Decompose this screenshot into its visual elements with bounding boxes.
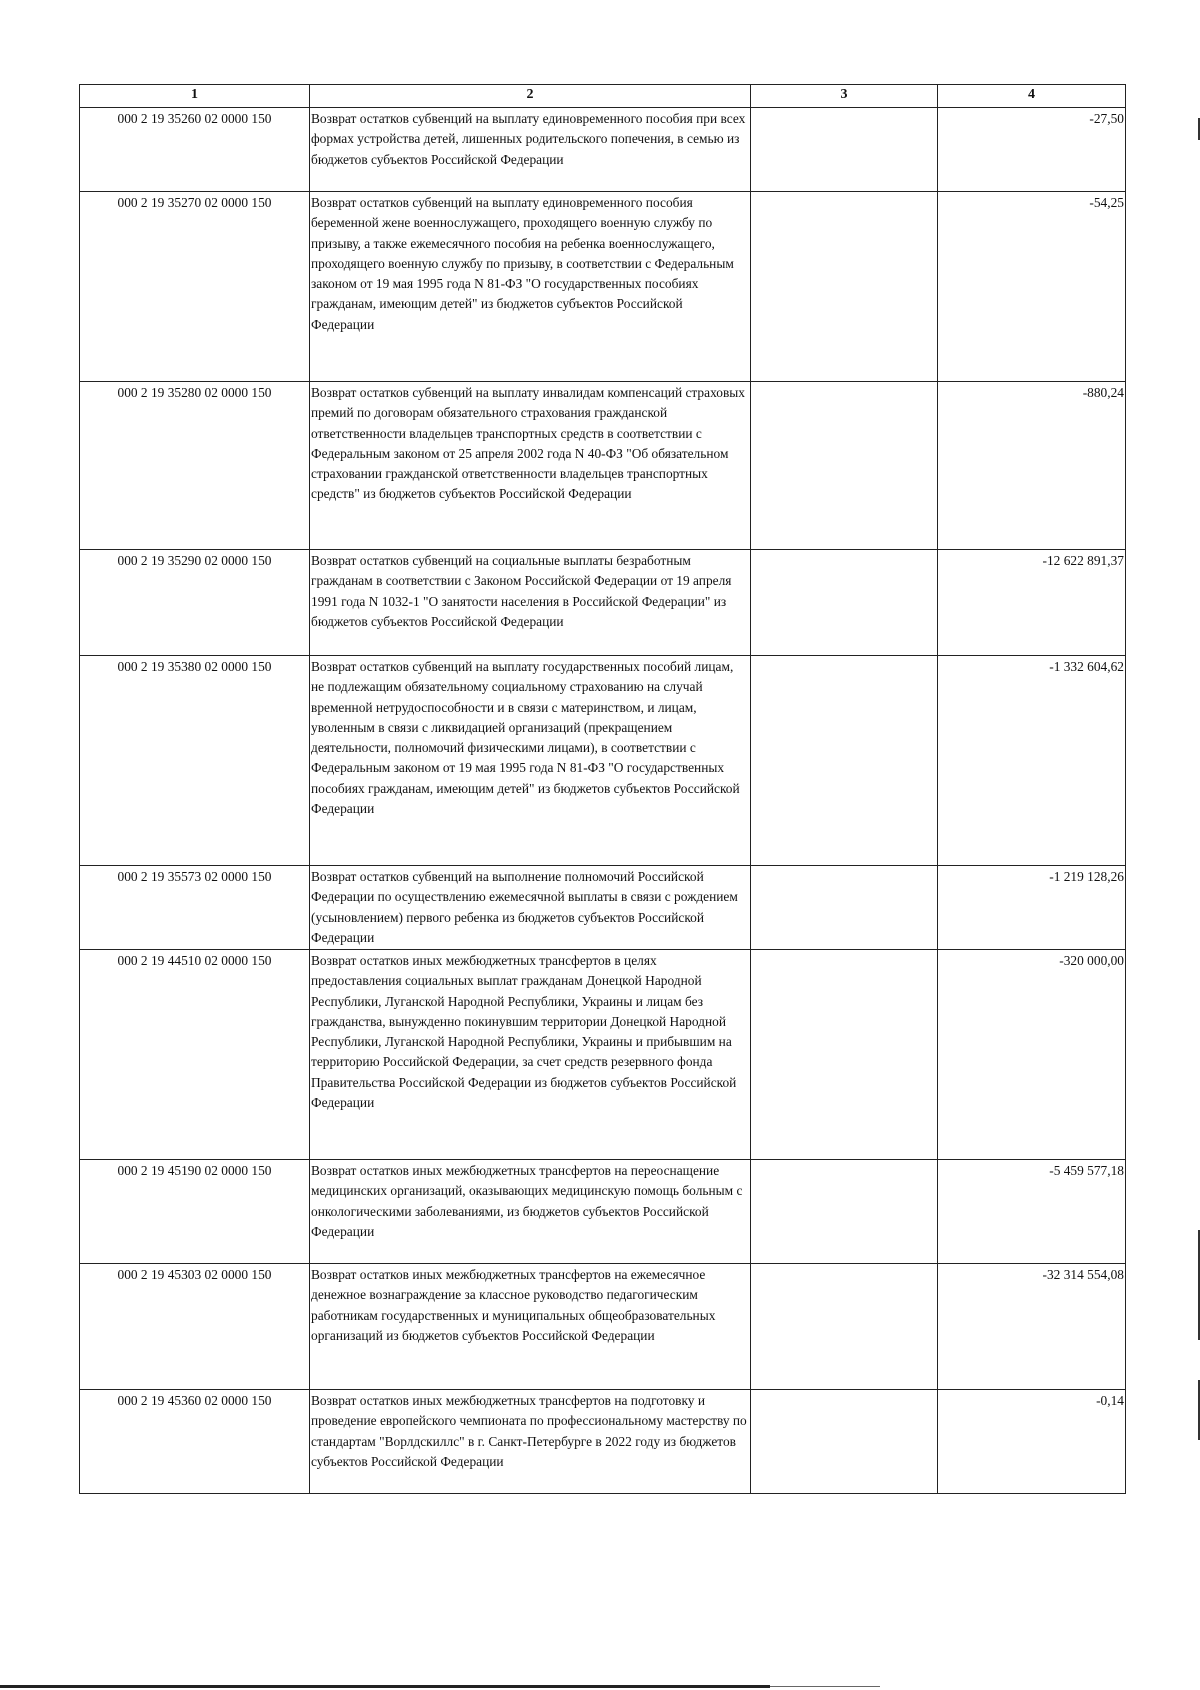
amount-cell: -0,14 — [938, 1390, 1126, 1494]
amount-cell: -1 332 604,62 — [938, 656, 1126, 866]
description-cell: Возврат остатков иных межбюджетных трансфертов в целях предоставления социальных выплат гражданам Донецкой Народной Республики, Луганской Народной Республики, Украины и лицам без гражданства, вынужденно покинувшим территории Донецкой Народной Республики, Луганской Народной Республики, Украины и прибывшим на территорию Российской Федерации, за счет средств резервного фонда Правительства Российской Федерации из бюджетов субъектов Российской Федерации — [310, 950, 751, 1160]
table-row — [80, 550, 1126, 656]
column-3-cell — [751, 108, 938, 192]
scan-edge-line — [770, 1686, 880, 1687]
column-3-cell — [751, 192, 938, 382]
description-cell: Возврат остатков субвенций на выплату единовременного пособия при всех формах устройства детей, лишенных родительского попечения, в семью из бюджетов субъектов Российской Федерации — [310, 108, 751, 192]
table-row — [80, 1390, 1126, 1494]
budget-code-cell: 000 2 19 35270 02 0000 150 — [80, 192, 310, 382]
table-row — [80, 656, 1126, 866]
table-row — [80, 192, 1126, 382]
table-row — [80, 1264, 1126, 1390]
budget-code-cell: 000 2 19 35380 02 0000 150 — [80, 656, 310, 866]
column-header-3: 3 — [751, 85, 938, 108]
budget-code-cell: 000 2 19 45190 02 0000 150 — [80, 1160, 310, 1264]
column-3-cell — [751, 656, 938, 866]
amount-cell: -54,25 — [938, 192, 1126, 382]
budget-code-cell: 000 2 19 35573 02 0000 150 — [80, 866, 310, 950]
description-cell: Возврат остатков субвенций на выплату государственных пособий лицам, не подлежащим обязательному социальному страхованию на случай временной нетрудоспособности и в связи с материнством, и лицам, уволенным в связи с ликвидацией организаций (прекращением деятельности, полномочий физическими лицами), в соответствии с Федеральным законом от 19 мая 1995 года N 81-ФЗ "О государственных пособиях гражданам, имеющим детей" из бюджетов субъектов Российской Федерации — [310, 656, 751, 866]
amount-cell: -1 219 128,26 — [938, 866, 1126, 950]
budget-code-cell: 000 2 19 35260 02 0000 150 — [80, 108, 310, 192]
amount-cell: -27,50 — [938, 108, 1126, 192]
description-cell: Возврат остатков иных межбюджетных трансфертов на ежемесячное денежное вознаграждение за классное руководство педагогическим работникам государственных и муниципальных общеобразовательных организаций из бюджетов субъектов Российской Федерации — [310, 1264, 751, 1390]
budget-code-cell: 000 2 19 35280 02 0000 150 — [80, 382, 310, 550]
amount-cell: -12 622 891,37 — [938, 550, 1126, 656]
column-header-1: 1 — [80, 85, 310, 108]
budget-code-cell: 000 2 19 45360 02 0000 150 — [80, 1390, 310, 1494]
column-header-4: 4 — [938, 85, 1126, 108]
column-3-cell — [751, 1160, 938, 1264]
description-cell: Возврат остатков субвенций на выполнение полномочий Российской Федерации по осуществлению ежемесячной выплаты в связи с рождением (усыновлением) первого ребенка из бюджетов субъектов Российской Федерации — [310, 866, 751, 950]
table-row — [80, 950, 1126, 1160]
description-cell: Возврат остатков иных межбюджетных трансфертов на переоснащение медицинских организаций, оказывающих медицинскую помощь больным с онкологическими заболеваниями, из бюджетов субъектов Российской Федерации — [310, 1160, 751, 1264]
column-3-cell — [751, 1264, 938, 1390]
column-3-cell — [751, 1390, 938, 1494]
budget-code-cell: 000 2 19 45303 02 0000 150 — [80, 1264, 310, 1390]
amount-cell: -880,24 — [938, 382, 1126, 550]
budget-code-cell: 000 2 19 44510 02 0000 150 — [80, 950, 310, 1160]
description-cell: Возврат остатков иных межбюджетных трансфертов на подготовку и проведение европейского чемпионата по профессиональному мастерству по стандартам "Ворлдскиллс" в г. Санкт-Петербурге в 2022 году из бюджетов субъектов Российской Федерации — [310, 1390, 751, 1494]
description-cell: Возврат остатков субвенций на социальные выплаты безработным гражданам в соответствии с Законом Российской Федерации от 19 апреля 1991 года N 1032-1 "О занятости населения в Российской Федерации" из бюджетов субъектов Российской Федерации — [310, 550, 751, 656]
scan-edge-line — [0, 1685, 770, 1688]
column-3-cell — [751, 950, 938, 1160]
amount-cell: -32 314 554,08 — [938, 1264, 1126, 1390]
column-3-cell — [751, 866, 938, 950]
header-row — [80, 85, 1126, 108]
description-cell: Возврат остатков субвенций на выплату инвалидам компенсаций страховых премий по договорам обязательного страхования гражданской ответственности владельцев транспортных средств в соответствии с Федеральным законом от 25 апреля 2002 года N 40-ФЗ "Об обязательном страховании гражданской ответственности владельцев транспортных средств" из бюджетов субъектов Российской Федерации — [310, 382, 751, 550]
table-row — [80, 382, 1126, 550]
table-row — [80, 108, 1126, 192]
amount-cell: -5 459 577,18 — [938, 1160, 1126, 1264]
amount-cell: -320 000,00 — [938, 950, 1126, 1160]
column-3-cell — [751, 550, 938, 656]
table-row — [80, 866, 1126, 950]
budget-code-cell: 000 2 19 35290 02 0000 150 — [80, 550, 310, 656]
column-3-cell — [751, 382, 938, 550]
description-cell: Возврат остатков субвенций на выплату единовременного пособия беременной жене военнослужащего, проходящего военную службу по призыву, а также ежемесячного пособия на ребенка военнослужащего, проходящего военную службу по призыву, в соответствии с Федеральным законом от 19 мая 1995 года N 81-ФЗ "О государственных пособиях гражданам, имеющим детей" из бюджетов субъектов Российской Федерации — [310, 192, 751, 382]
budget-table — [79, 84, 1126, 1494]
table-row — [80, 1160, 1126, 1264]
column-header-2: 2 — [310, 85, 751, 108]
